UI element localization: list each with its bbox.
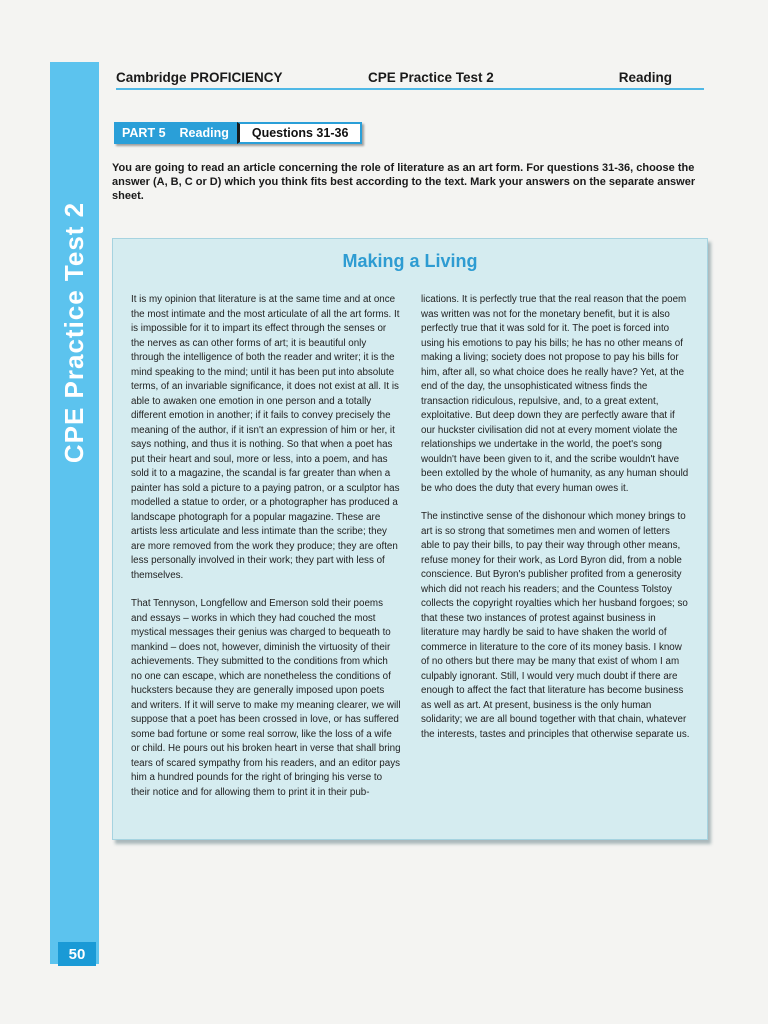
part-label-box: [114, 122, 237, 144]
header-book: Cambridge PROFICIENCY: [116, 70, 283, 85]
part-banner: [114, 122, 362, 144]
article-paragraph: That Tennyson, Longfellow and Emerson sold their poems and essays – works in which they had couched the most mystical messages their genius was charged to bequeath to mankind – does not, however, diminish the virtuosity of their achievements. They submitted to the conditions from which no one can escape, which are nonetheless the conditions of hucksters because they are generally imposed upon poets and writers. If it will serve to make my meaning clearer, we will suppose that a poet has been crossed in love, or has suffered some bad fortune or some real sorrow, like the loss of a wife or child. He pours out his broken heart in verse that shall bring tears of scared sympathy from his readers, and an editor pays him a hundred pounds for the right of bringing his verse to their notice and for allowing them to print it in their pub-: [131, 598, 401, 798]
instructions: You are going to read an article concerning the role of literature as an art form. For questions 31-36, choose the answer (A, B, C or D) which you think fits best according to the text. Mark your answers on the separate answer sheet.: [112, 162, 696, 202]
article-title: Making a Living: [342, 251, 478, 271]
article-paragraph: lications. It is perfectly true that the real reason that the poem was written was not for the monetary benefit, but it is also perfectly true that it was sold for it. The poet is forced into using his emotions to pay his bills; he has no other means of making a living; society does not propose to pay his bills for him, after all, so what choice does he really have? Yet, at the end of the day, the unsophisticated witness finds the transaction ridiculous, repulsive, and, to a great extent, exploitative. But deep down they are perfectly aware that if our huckster civilisation did not at every moment violate the relationships we undertake in the world, the poet's song wouldn't have been given to it, and the scribe wouldn't have been extolled by the whole of humanity, as any human should be who does the duty that every human owes it.: [421, 294, 689, 494]
questions-label: Questions 31-36: [251, 126, 349, 140]
article-paragraph: The instinctive sense of the dishonour which money brings to art is so strong that sometimes men and women of letters able to pay their bills, to pay their way through other means, refuse money for their work, as Lord Byron did, from a noble conscience. But Byron's publisher profited from a generosity which did not reach his readers; and the Countess Tolstoy collects the copyright royalties which her husband forgoes; so that these two instances of protest against business in literature may hardly be said to have shaken the world of commerce in literature to the core of its money basis. I know of no others but there may be many that exist of whom I am culpably ignorant. Still, I would very much doubt if there are enough to affect the fact that literature has become business as well as art. At present, business is the only human solidarity; we are all bound together with that chain, whatever the interests, tastes and principles that otherwise separate us.: [421, 511, 690, 740]
article-column-left: [131, 293, 401, 814]
page-header: [116, 68, 704, 90]
side-title: CPE Practice Test 2: [59, 201, 89, 463]
page-number: 50: [58, 942, 96, 966]
part-skill: Reading: [179, 126, 229, 140]
article-box: [112, 238, 708, 840]
side-title-container: [50, 62, 99, 942]
article-paragraph: It is my opinion that literature is at the same time and at once the most intimate and the most articulate of all the art forms. It is impossible for it to impart its effect through the senses or the nerves as can other forms of art; it is beautiful only through the intelligence of both the reader and writer; it is the mind speaking to the mind; until it has been put into absolute terms, of an invariable significance, it does not exist at all. It is able to awaken one emotion in one person and a totally different emotion in another; if it fails to convey precisely the meaning of the author, if it isn't an expression of him or her, it says nothing, and thus it is nothing. So that when a poet has put their heart and soul, more or less, into a poem, and has sold it to a magazine, the scandal is far greater than when a painter has sold a picture to a paying patron, or a sculptor has modelled a statue to order, or a photographer has produced a landscape photograph for a popular magazine. These are artists less articulate and less intimate than the scribe; they are more removed from the work they produce; they are often less personally involved in their work; they part with less of themselves.: [131, 294, 400, 581]
questions-box: [237, 122, 363, 144]
article-column-right: [421, 293, 691, 756]
header-section: Reading: [618, 70, 672, 85]
header-test: CPE Practice Test 2: [368, 70, 494, 85]
part-label: PART 5: [122, 126, 166, 140]
